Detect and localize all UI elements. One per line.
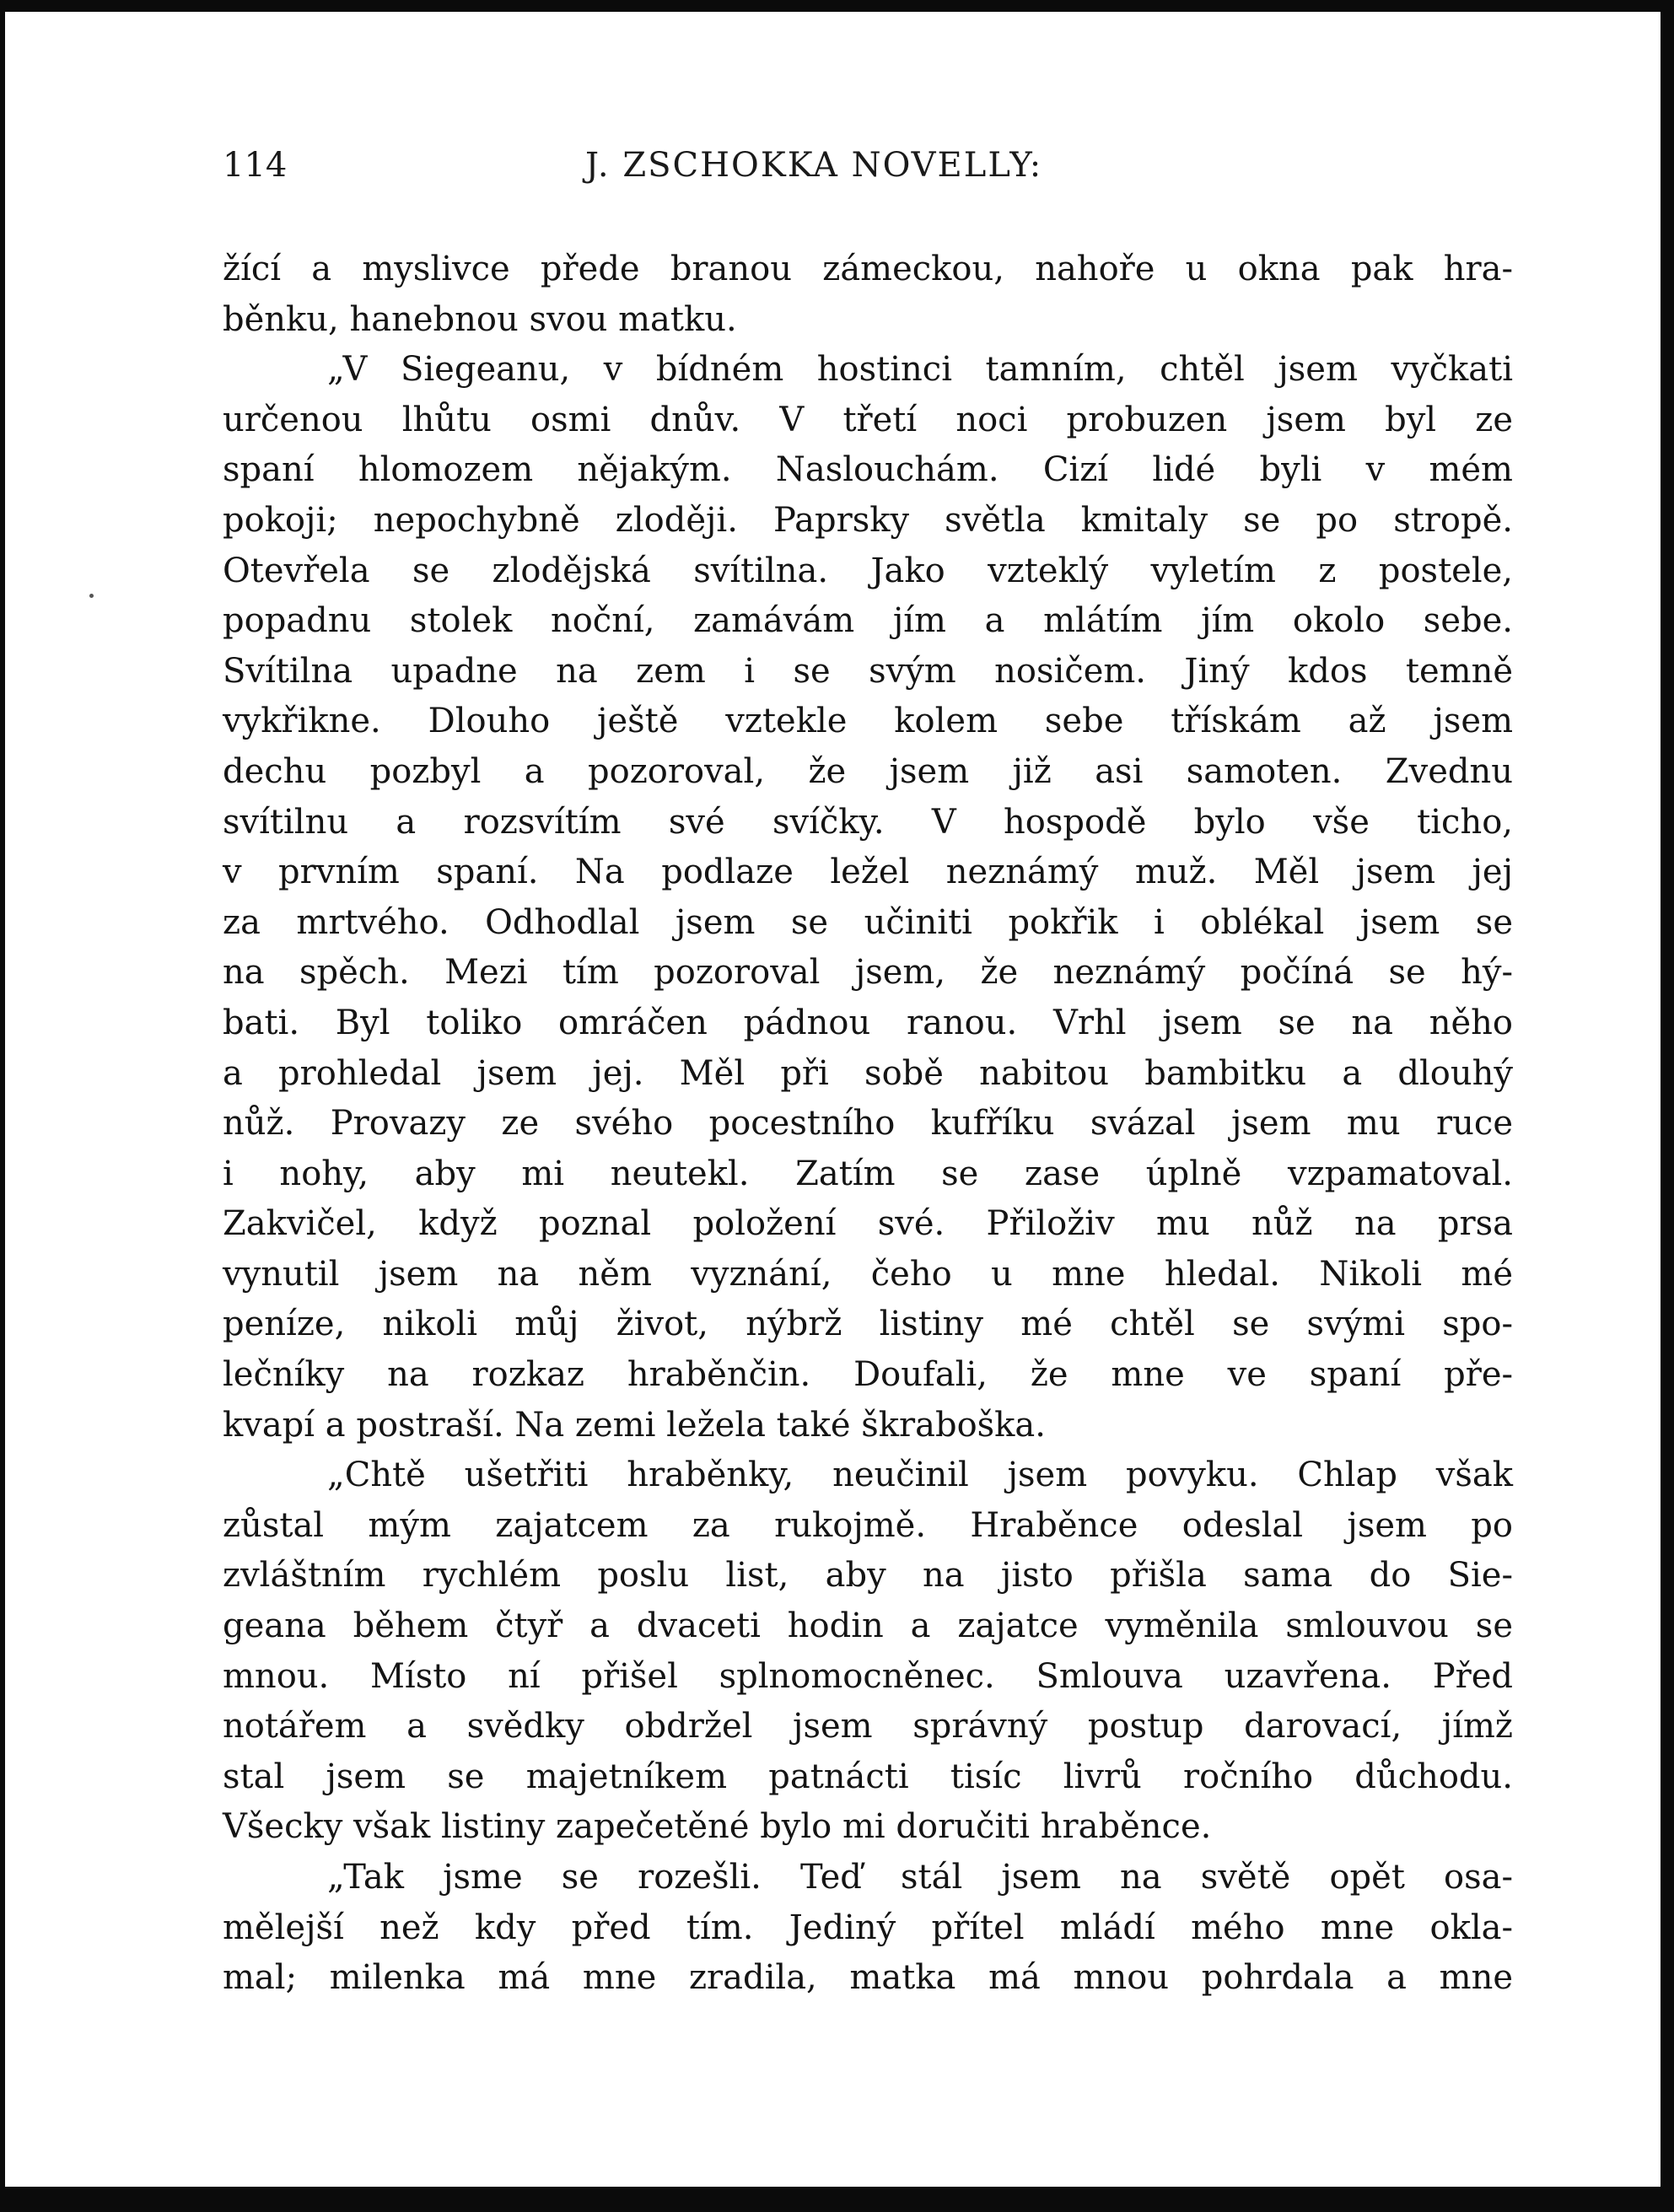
text-line: i nohy, aby mi neutekl. Zatím se zase úplně vzpamatoval. [223, 1154, 1513, 1193]
text-line: vynutil jsem na něm vyznání, čeho u mne hledal. Nikoli mé [223, 1254, 1513, 1294]
text-line: Svítilna upadne na zem i se svým nosičem. Jiný kdos temně [223, 651, 1513, 691]
text-line: Všecky však listiny zapečetěné bylo mi doručiti hraběnce. [223, 1807, 1212, 1847]
text-line: žící a myslivce přede branou zámeckou, nahoře u okna pak hra- [223, 250, 1513, 288]
text-line: vykřikne. Dlouho ještě vztekle kolem sebe třískám až jsem [223, 702, 1513, 741]
text-line: za mrtvého. Odhodlal jsem se učiniti pokřik i oblékal jsem se [223, 902, 1513, 942]
text-line: kvapí a postraší. Na zemi ležela také škraboška. [223, 1405, 1046, 1445]
text-line: „Tak jsme se rozešli. Teď stál jsem na světě opět osa- [327, 1858, 1513, 1897]
text-line: v prvním spaní. Na podlaze ležel neznámý muž. Měl jsem jej [223, 853, 1513, 892]
text-line: pokoji; nepochybně zloději. Paprsky světla kmitaly se po stropě. [223, 500, 1513, 540]
text-line: zůstal mým zajatcem za rukojmě. Hraběnce odeslal jsem po [223, 1505, 1513, 1545]
text-line: určenou lhůtu osmi dnův. V třetí noci probuzen jsem byl ze [223, 400, 1513, 439]
text-line: stal jsem se majetníkem patnácti tisíc livrů ročního důchodu. [223, 1757, 1513, 1796]
text-line: notářem a svědky obdržel jsem správný postup darovací, jímž [223, 1707, 1513, 1746]
text-line: „V Siegeanu, v bídném hostinci tamním, chtěl jsem vyčkati [327, 350, 1513, 390]
text-line: „Chtě ušetřiti hraběnky, neučinil jsem povyku. Chlap však [327, 1456, 1513, 1495]
text-line: zvláštním rychlém poslu list, aby na jisto přišla sama do Sie- [223, 1556, 1513, 1596]
text-line: lečníky na rozkaz hraběnčin. Doufali, že mne ve spaní pře- [223, 1355, 1513, 1395]
ink-speck [89, 594, 94, 598]
text-line: svítilnu a rozsvítím své svíčky. V hospodě bylo vše ticho, [223, 802, 1513, 842]
text-line: mělejší než kdy před tím. Jediný přítel mládí mého mne okla- [223, 1908, 1513, 1947]
page-number: 114 [223, 146, 288, 185]
text-line: Otevřela se zlodějská svítilna. Jako vzteklý vyletím z postele, [223, 551, 1513, 590]
text-line: dechu pozbyl a pozoroval, že jsem již asi samoten. Zvednu [223, 751, 1513, 791]
page-header [223, 140, 1513, 191]
running-head: J. ZSCHOKKA NOVELLY: [585, 146, 1043, 185]
text-line: mal; milenka má mne zradila, matka má mnou pohrdala a mne [223, 1958, 1513, 1998]
text-line: Zakvičel, když poznal položení své. Přiloživ mu nůž na prsa [223, 1204, 1513, 1244]
body-text [223, 245, 1513, 2004]
text-line: peníze, nikoli můj život, nýbrž listiny mé chtěl se svými spo- [223, 1305, 1513, 1344]
text-line: nůž. Provazy ze svého pocestního kufříku svázal jsem mu ruce [223, 1104, 1513, 1144]
text-line: geana během čtyř a dvaceti hodin a zajatce vyměnila smlouvou se [223, 1607, 1513, 1646]
text-line: na spěch. Mezi tím pozoroval jsem, že neznámý počíná se hý- [223, 953, 1513, 993]
text-line: mnou. Místo ní přišel splnomocněnec. Smlouva uzavřena. Před [223, 1656, 1513, 1696]
text-line: a prohledal jsem jej. Měl při sobě nabitou bambitku a dlouhý [223, 1053, 1513, 1093]
text-line: popadnu stolek noční, zamávám jím a mlátím jím okolo sebe. [223, 601, 1513, 641]
text-line: spaní hlomozem nějakým. Naslouchám. Cizí lidé byli v mém [223, 450, 1513, 490]
text-line: bati. Byl toliko omráčen pádnou ranou. Vrhl jsem se na něho [223, 1003, 1513, 1042]
text-line: běnku, hanebnou svou matku. [223, 299, 737, 339]
